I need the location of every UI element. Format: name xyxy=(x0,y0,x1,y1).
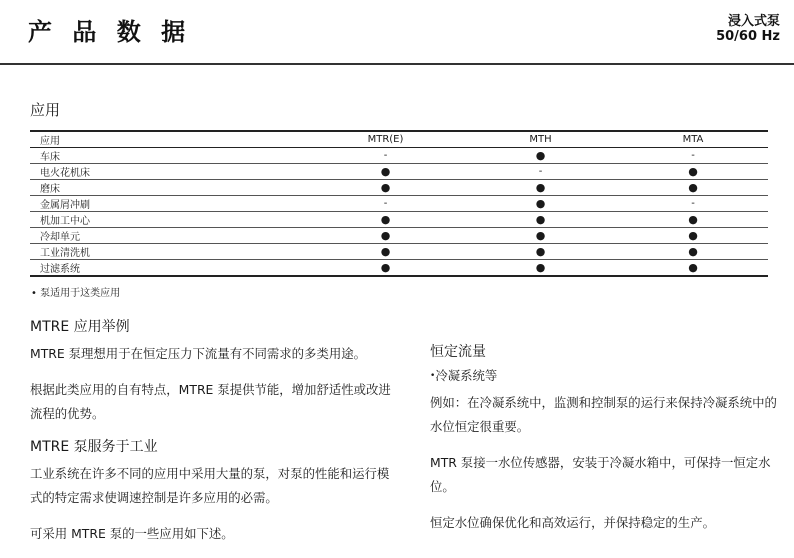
application-name: 工业清洗机 xyxy=(30,244,308,260)
suitable-dot: ● xyxy=(308,212,463,228)
paragraph: 工业系统在许多不同的应用中采用大量的泵，对泵的性能和运行模式的特定需求使调速控制是许多应用的必需。 xyxy=(30,466,390,505)
bullet-item xyxy=(430,367,786,385)
application-name: 磨床 xyxy=(30,180,308,196)
product-type: 浸入式泵 xyxy=(727,14,780,29)
paragraph: MTRE 泵理想用于在恒定压力下流量有不同需求的多类用途。 xyxy=(30,346,367,361)
table-row xyxy=(30,180,768,196)
paragraph: 可采用 MTRE 泵的一些应用如下述。 xyxy=(30,526,234,541)
suitable-dot: ● xyxy=(463,180,618,196)
not-applicable-dash: - xyxy=(308,196,463,212)
suitable-dot: ● xyxy=(308,228,463,244)
bullet-text: 冷凝系统等 xyxy=(435,368,498,383)
bullet-icon: • xyxy=(430,371,436,381)
table-row xyxy=(30,212,768,228)
application-name: 过滤系统 xyxy=(30,260,308,277)
right-column xyxy=(430,343,786,547)
header-divider xyxy=(0,63,794,65)
suitable-dot: ● xyxy=(308,164,463,180)
left-column xyxy=(30,318,392,558)
suitable-dot: ● xyxy=(308,244,463,260)
application-name: 机加工中心 xyxy=(30,212,308,228)
suitable-dot: ● xyxy=(308,180,463,196)
column-header: MTH xyxy=(463,131,618,148)
section-title-application: 应用 xyxy=(30,101,61,119)
application-table xyxy=(30,130,768,277)
application-name: 车床 xyxy=(30,148,308,164)
suitable-dot: ● xyxy=(618,260,768,277)
table-row xyxy=(30,164,768,180)
table-row xyxy=(30,196,768,212)
suitable-dot: ● xyxy=(618,228,768,244)
paragraph: MTR 泵接一水位传感器，安装于冷凝水箱中，可保持一恒定水位。 xyxy=(430,455,771,494)
frequency: 50/60 Hz xyxy=(716,29,780,44)
not-applicable-dash: - xyxy=(618,196,768,212)
column-header: MTA xyxy=(618,131,768,148)
suitable-dot: ● xyxy=(463,260,618,277)
not-applicable-dash: - xyxy=(618,148,768,164)
table-row xyxy=(30,260,768,277)
table-row xyxy=(30,148,768,164)
application-name: 冷却单元 xyxy=(30,228,308,244)
examples-heading: MTRE 应用举例 xyxy=(30,319,130,335)
suitable-dot: ● xyxy=(463,196,618,212)
paragraph: 恒定水位确保优化和高效运行，并保持稳定的生产。 xyxy=(430,515,715,530)
application-name: 金属屑冲刷 xyxy=(30,196,308,212)
paragraph: 例如：在冷凝系统中，监测和控制泵的运行来保持冷凝系统中的水位恒定很重要。 xyxy=(430,395,777,434)
not-applicable-dash: - xyxy=(308,148,463,164)
column-header: 应用 xyxy=(30,131,308,148)
suitable-dot: ● xyxy=(618,212,768,228)
suitable-dot: ● xyxy=(463,148,618,164)
table-row xyxy=(30,244,768,260)
suitable-dot: ● xyxy=(463,228,618,244)
suitable-dot: ● xyxy=(618,180,768,196)
table-row xyxy=(30,228,768,244)
constant-flow-heading: 恒定流量 xyxy=(430,344,486,360)
table-footnote: • 泵适用于这类应用 xyxy=(31,288,121,299)
suitable-dot: ● xyxy=(463,212,618,228)
page-title: 产 品 数 据 xyxy=(28,18,192,46)
suitable-dot: ● xyxy=(463,244,618,260)
application-name: 电火花机床 xyxy=(30,164,308,180)
column-header: MTR(E) xyxy=(308,131,463,148)
service-heading: MTRE 泵服务于工业 xyxy=(30,439,158,455)
product-info xyxy=(716,14,780,44)
suitable-dot: ● xyxy=(618,164,768,180)
suitable-dot: ● xyxy=(308,260,463,277)
suitable-dot: ● xyxy=(618,244,768,260)
paragraph: 根据此类应用的自有特点，MTRE 泵提供节能，增加舒适性或改进流程的优势。 xyxy=(30,382,391,421)
table-header-row xyxy=(30,131,768,148)
not-applicable-dash: - xyxy=(463,164,618,180)
